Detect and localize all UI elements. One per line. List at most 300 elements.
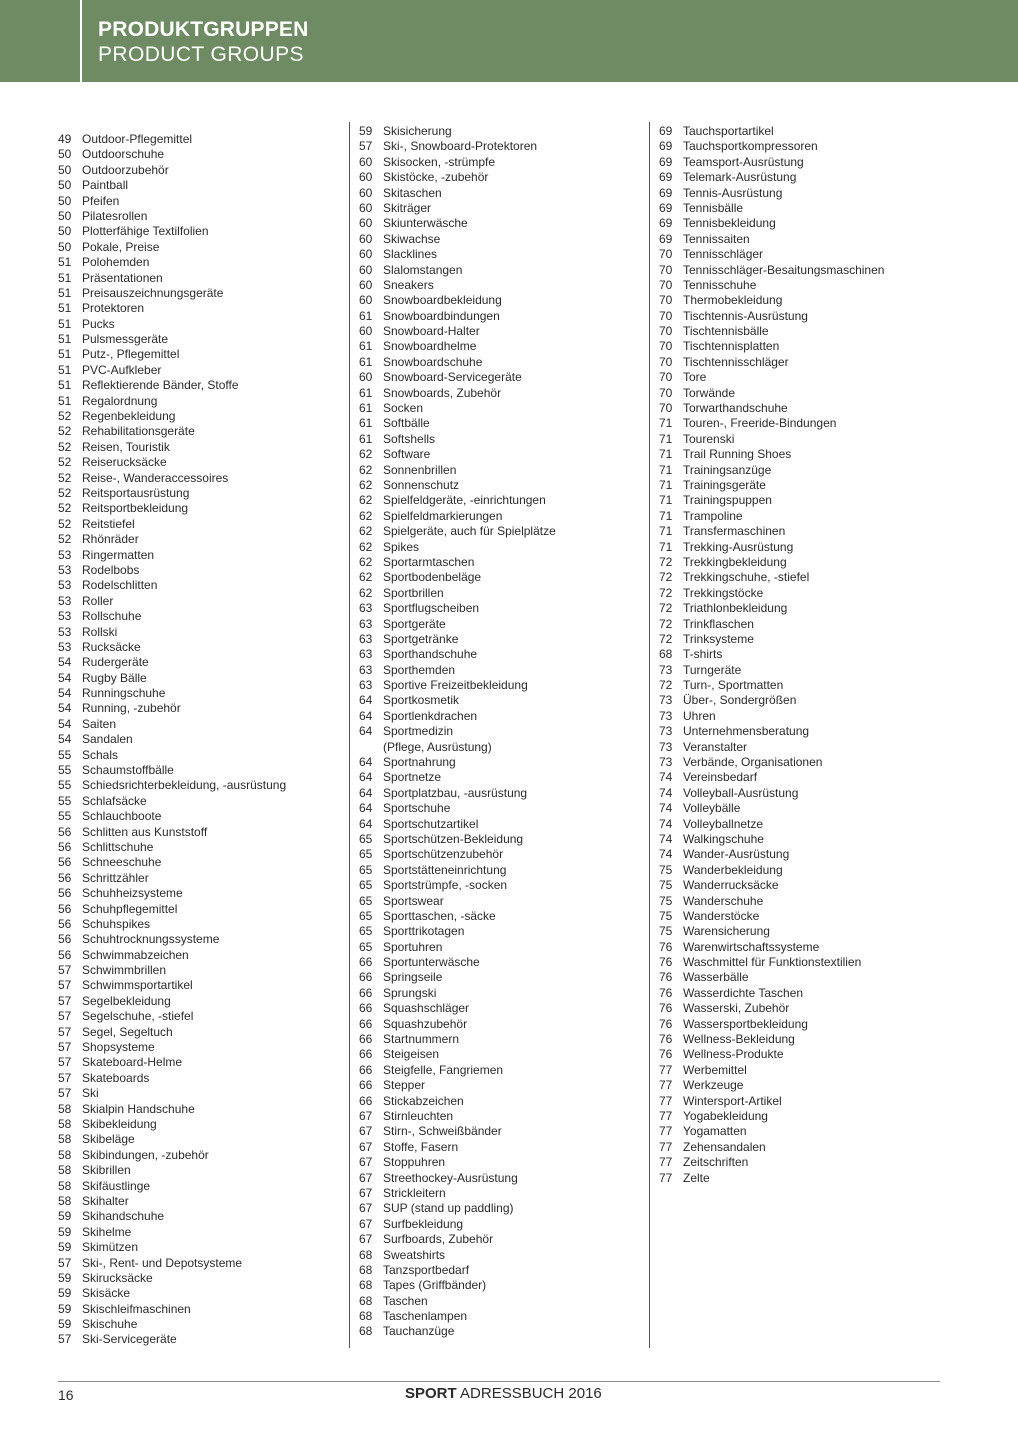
page-reference: 71	[659, 524, 673, 539]
page-reference: 62	[359, 462, 373, 477]
product-group-entry	[359, 1155, 556, 1170]
product-group-entry	[659, 786, 884, 801]
product-group-entry	[359, 339, 556, 354]
page-reference: 56	[58, 932, 72, 947]
page-reference: 51	[58, 316, 72, 331]
product-group-entry	[58, 578, 286, 593]
product-group-entry	[58, 178, 286, 193]
product-group-entry	[58, 209, 286, 224]
product-group-entry	[58, 1148, 286, 1163]
page-reference: 73	[659, 662, 673, 677]
page-reference: 70	[659, 339, 673, 354]
page-reference: 64	[359, 693, 373, 708]
product-group-entry	[659, 201, 884, 216]
product-group-name: Volleyball-Ausrüstung	[683, 785, 799, 800]
page-reference: 53	[58, 562, 72, 577]
product-group-name: Stirn-, Schweißbänder	[383, 1124, 502, 1139]
product-group-entry	[58, 424, 286, 439]
product-group-entry	[359, 139, 556, 154]
product-group-entry	[58, 763, 286, 778]
page-reference: 59	[58, 1209, 72, 1224]
page-reference: 69	[659, 231, 673, 246]
product-group-name: Skifäustlinge	[82, 1178, 151, 1193]
product-group-name: Sporttrikotagen	[383, 924, 465, 939]
page-reference: 77	[659, 1109, 673, 1123]
product-group-entry	[58, 1225, 286, 1240]
product-group-entry	[359, 1217, 556, 1232]
page-reference: 51	[58, 285, 72, 300]
product-group-entry	[359, 524, 556, 539]
product-group-entry	[359, 909, 556, 924]
page-reference: 52	[58, 470, 72, 485]
product-group-entry	[659, 709, 884, 724]
product-group-entry	[659, 463, 884, 478]
product-group-name: Outdoor-Pflegemittel	[82, 132, 193, 146]
product-group-entry	[359, 817, 556, 832]
product-group-name: Spielfeldmarkierungen	[383, 508, 503, 523]
page-reference: 52	[58, 409, 72, 424]
product-group-entry	[659, 847, 884, 862]
page-reference: 56	[58, 839, 72, 854]
product-group-entry	[58, 794, 286, 809]
product-group-name: Socken	[383, 401, 424, 416]
product-group-entry	[359, 493, 556, 508]
page-reference: 76	[659, 985, 673, 1000]
page-reference: 71	[659, 539, 673, 554]
product-group-entry	[58, 1302, 286, 1317]
product-group-name: Tauchsportkompressoren	[683, 139, 818, 154]
page-reference: 65	[359, 893, 373, 908]
product-group-entry	[359, 216, 556, 231]
product-group-name: Wellness-Produkte	[683, 1047, 784, 1062]
product-group-name: Segelschuhe, -stiefel	[82, 1009, 194, 1024]
product-group-entry	[659, 263, 884, 278]
product-group-entry	[659, 770, 884, 785]
product-group-entry	[58, 255, 286, 270]
product-group-entry	[58, 301, 286, 316]
page-reference: 61	[359, 416, 373, 431]
product-group-entry	[359, 1186, 556, 1201]
product-group-entry	[359, 170, 556, 185]
product-group-name: Tennisschläger	[683, 247, 764, 262]
product-group-name: Torwände	[683, 385, 736, 400]
product-group-name: Snowboardbindungen	[383, 308, 500, 323]
footer-title-text: ADRESSBUCH 2016	[456, 1385, 602, 1402]
product-group-entry	[58, 609, 286, 624]
product-group-name: Sportflugscheiben	[383, 601, 480, 616]
product-group-entry	[659, 370, 884, 385]
page-reference: 69	[659, 139, 673, 154]
product-group-name: Trekking-Ausrüstung	[683, 539, 794, 554]
product-group-name: Sportplatzbau, -ausrüstung	[383, 785, 528, 800]
product-group-name: Snowboardschuhe	[383, 354, 483, 369]
page-reference: 65	[359, 924, 373, 939]
product-group-entry	[659, 617, 884, 632]
product-group-entry	[359, 293, 556, 308]
product-group-entry	[359, 924, 556, 939]
product-group-name: Schneeschuhe	[82, 855, 162, 870]
page-reference: 56	[58, 824, 72, 839]
page-reference: 71	[659, 462, 673, 477]
page-reference: 58	[58, 1117, 72, 1131]
product-group-entry	[659, 278, 884, 293]
product-group-entry	[58, 717, 286, 732]
product-group-entry	[359, 1047, 556, 1062]
product-group-name: Reisen, Touristik	[82, 439, 170, 454]
page-reference: 72	[659, 601, 673, 616]
product-group-name: Tennisschläger-Besaitungsmaschinen	[683, 262, 885, 277]
page-reference: 70	[659, 370, 673, 385]
page-reference: 62	[359, 539, 373, 554]
product-group-name: Skateboards	[82, 1070, 150, 1085]
product-group-entry	[58, 748, 286, 763]
product-group-name: Skibeläge	[82, 1132, 135, 1147]
page-reference: 52	[58, 485, 72, 500]
product-group-name: Sportive Freizeitbekleidung	[383, 678, 528, 693]
product-group-name: Tapes (Griffbänder)	[383, 1278, 487, 1293]
product-group-entry	[659, 863, 884, 878]
product-group-entry	[659, 678, 884, 693]
product-group-name: Trainingsanzüge	[683, 462, 772, 477]
product-group-name: Surfboards, Zubehör	[383, 1232, 494, 1247]
product-group-entry	[359, 263, 556, 278]
product-group-entry	[359, 586, 556, 601]
page-reference: 53	[58, 624, 72, 639]
page-reference: 59	[359, 124, 373, 138]
product-group-entry	[359, 1063, 556, 1078]
page-reference: 56	[58, 886, 72, 901]
product-group-entry	[659, 1047, 884, 1062]
product-group-entry	[659, 447, 884, 462]
product-group-name: Skibekleidung	[82, 1117, 157, 1131]
page-reference: 55	[58, 793, 72, 808]
product-group-entry	[659, 432, 884, 447]
page-reference: 57	[58, 993, 72, 1008]
product-group-name: Skistöcke, -zubehör	[383, 170, 489, 185]
page-reference: 51	[58, 301, 72, 316]
product-group-entry	[58, 1209, 286, 1224]
product-group-entry	[58, 902, 286, 917]
product-group-entry	[659, 1078, 884, 1093]
product-group-entry	[58, 1117, 286, 1132]
product-group-entry	[659, 293, 884, 308]
product-group-name: Schwimmabzeichen	[82, 947, 189, 962]
product-group-name: Reiserucksäcke	[82, 455, 167, 470]
page-reference: 57	[58, 1086, 72, 1101]
product-group-entry	[58, 1179, 286, 1194]
page-reference: 73	[659, 693, 673, 708]
page-reference: 69	[659, 170, 673, 185]
product-group-entry	[58, 1009, 286, 1024]
product-group-entry	[659, 1155, 884, 1170]
column-divider	[649, 122, 650, 1348]
page-reference: 73	[659, 755, 673, 770]
page-reference: 65	[359, 831, 373, 846]
product-group-entry	[659, 1001, 884, 1016]
product-group-entry	[359, 478, 556, 493]
product-group-entry	[659, 647, 884, 662]
page-reference: 56	[58, 855, 72, 870]
product-group-name: Skisäcke	[82, 1286, 131, 1301]
page-reference: 69	[659, 216, 673, 231]
page-reference: 54	[58, 732, 72, 747]
product-group-entry	[659, 955, 884, 970]
product-column-2	[359, 124, 556, 1340]
product-group-name: Softshells	[383, 431, 436, 446]
product-group-name: Rodelbobs	[82, 562, 140, 577]
product-group-name: Schlauchboote	[82, 809, 162, 824]
product-group-name: Snowboard-Halter	[383, 324, 480, 339]
product-group-name: Skihalter	[82, 1193, 129, 1208]
product-group-entry	[359, 540, 556, 555]
product-group-name: Unternehmensberatung	[683, 724, 810, 739]
product-group-name: Yogamatten	[683, 1124, 747, 1139]
page-reference: 76	[659, 1047, 673, 1062]
page-reference: 70	[659, 385, 673, 400]
product-group-entry	[359, 509, 556, 524]
page-reference: 64	[359, 801, 373, 816]
page-reference: 57	[58, 1009, 72, 1024]
page-reference: 61	[359, 339, 373, 354]
product-group-name: Tennis-Ausrüstung	[683, 185, 783, 200]
product-group-name: (Pflege, Ausrüstung)	[383, 739, 492, 754]
product-group-entry	[359, 678, 556, 693]
page-reference: 60	[359, 262, 373, 277]
product-group-entry	[659, 540, 884, 555]
product-group-name: Wander-Ausrüstung	[683, 847, 790, 862]
page-reference: 70	[659, 308, 673, 323]
product-group-name: Sonnenschutz	[383, 477, 460, 492]
page-reference: 63	[359, 678, 373, 693]
product-group-name: Snowboardbekleidung	[383, 293, 502, 308]
page-reference: 51	[58, 270, 72, 285]
product-group-entry	[359, 847, 556, 862]
product-group-entry	[58, 963, 286, 978]
product-group-entry	[58, 1163, 286, 1178]
page-reference: 66	[359, 1001, 373, 1016]
product-group-entry	[58, 471, 286, 486]
product-group-name: Skibrillen	[82, 1163, 131, 1178]
product-group-entry	[58, 594, 286, 609]
product-group-name: Spielfeldgeräte, -einrichtungen	[383, 493, 546, 508]
product-group-entry	[58, 640, 286, 655]
page-reference: 67	[359, 1232, 373, 1247]
page-reference: 55	[58, 763, 72, 778]
product-group-entry	[359, 1124, 556, 1139]
page-reference: 50	[58, 162, 72, 177]
page-reference: 62	[359, 447, 373, 462]
product-group-name: Software	[383, 447, 431, 462]
product-group-name: Sportswear	[383, 893, 444, 908]
product-group-entry	[58, 948, 286, 963]
product-group-name: Trail Running Shoes	[683, 447, 792, 462]
product-group-entry	[58, 886, 286, 901]
product-group-name: Sportschuhe	[383, 801, 451, 816]
product-group-name: Rollski	[82, 624, 118, 639]
product-group-entry	[58, 394, 286, 409]
product-group-name: Tennisbälle	[683, 200, 744, 215]
page-reference: 64	[359, 755, 373, 770]
product-group-name: Schiedsrichterbekleidung, -ausrüstung	[82, 778, 287, 793]
page-reference: 70	[659, 354, 673, 369]
page-reference: 56	[58, 901, 72, 916]
product-group-entry	[359, 1278, 556, 1293]
product-group-entry	[659, 1032, 884, 1047]
product-group-name: Rhönräder	[82, 532, 139, 547]
product-group-name: Sportunterwäsche	[383, 955, 480, 970]
product-group-entry	[659, 247, 884, 262]
product-group-name: Taschenlampen	[383, 1309, 468, 1324]
product-group-entry	[58, 132, 286, 147]
product-group-name: Polohemden	[82, 255, 150, 270]
page-reference: 75	[659, 878, 673, 893]
page-reference: 75	[659, 862, 673, 877]
page-reference: 54	[58, 716, 72, 731]
product-group-entry	[58, 1256, 286, 1271]
product-group-name: Steigfelle, Fangriemen	[383, 1062, 504, 1077]
product-group-entry	[359, 770, 556, 785]
page-reference: 50	[58, 147, 72, 162]
page-reference: 50	[58, 178, 72, 193]
product-group-name: Trainingspuppen	[683, 493, 772, 508]
product-group-entry	[659, 324, 884, 339]
product-group-name: Softbälle	[383, 416, 430, 431]
product-group-name: Reise-, Wanderaccessoires	[82, 470, 229, 485]
page-reference: 53	[58, 609, 72, 624]
product-group-name: Sportschützenzubehör	[383, 847, 504, 862]
page-reference: 52	[58, 532, 72, 547]
product-group-name: Pokale, Preise	[82, 239, 160, 254]
product-group-entry	[659, 924, 884, 939]
page-reference: 52	[58, 501, 72, 516]
product-group-entry	[359, 693, 556, 708]
product-group-entry	[359, 724, 556, 739]
product-group-name: Ringermatten	[82, 547, 155, 562]
product-group-name: Stepper	[383, 1078, 426, 1093]
product-group-name: Snowboard-Servicegeräte	[383, 370, 522, 385]
page-reference: 57	[58, 1070, 72, 1085]
page-reference: 68	[359, 1247, 373, 1262]
product-group-entry	[359, 386, 556, 401]
product-group-name: Rodelschlitten	[82, 578, 158, 593]
product-group-entry	[359, 894, 556, 909]
product-group-name: Paintball	[82, 178, 129, 193]
page-reference: 68	[359, 1278, 373, 1293]
product-group-name: Sprungski	[383, 985, 437, 1000]
product-group-entry	[359, 1140, 556, 1155]
product-group-entry	[659, 1017, 884, 1032]
product-group-name: Pulsmessgeräte	[82, 332, 169, 347]
product-group-name: Sportbrillen	[383, 585, 444, 600]
product-group-name: Skiunterwäsche	[383, 216, 468, 231]
product-group-entry	[359, 1109, 556, 1124]
product-group-entry	[659, 755, 884, 770]
product-group-entry	[659, 524, 884, 539]
page-reference: 54	[58, 670, 72, 685]
product-group-name: Rehabilitationsgeräte	[82, 424, 195, 439]
product-group-name: Regenbekleidung	[82, 409, 176, 424]
page-reference: 52	[58, 439, 72, 454]
product-group-name: Werkzeuge	[683, 1078, 744, 1093]
product-group-name: Stoffe, Fasern	[383, 1139, 459, 1154]
page-reference: 70	[659, 324, 673, 339]
product-group-name: Pfeifen	[82, 193, 120, 208]
product-group-entry	[359, 832, 556, 847]
page-reference: 69	[659, 185, 673, 200]
product-group-name: Reitsportbekleidung	[82, 501, 189, 516]
product-group-entry	[659, 478, 884, 493]
product-group-name: Sportmedizin	[383, 724, 454, 739]
page-reference: 74	[659, 785, 673, 800]
product-group-name: Tennissaiten	[683, 231, 750, 246]
page-reference: 51	[58, 332, 72, 347]
product-group-name: Pucks	[82, 316, 115, 331]
product-group-entry	[659, 1109, 884, 1124]
page-reference: 72	[659, 570, 673, 585]
product-group-name: Reitstiefel	[82, 516, 135, 531]
product-group-name: Schuhspikes	[82, 916, 151, 931]
page-reference: 68	[359, 1262, 373, 1277]
page-reference: 54	[58, 655, 72, 670]
page-reference	[359, 740, 383, 755]
page-reference: 77	[659, 1139, 673, 1154]
page-reference: 57	[58, 978, 72, 993]
product-group-entry	[359, 570, 556, 585]
product-group-name: Zehensandalen	[683, 1139, 766, 1154]
page-reference: 56	[58, 870, 72, 885]
product-group-entry	[359, 447, 556, 462]
product-group-entry	[58, 501, 286, 516]
product-group-entry	[58, 1317, 286, 1332]
product-group-name: T-shirts	[683, 647, 723, 662]
product-group-entry	[58, 855, 286, 870]
page-reference: 54	[58, 686, 72, 701]
product-group-name: Waschmittel für Funktionstextilien	[683, 955, 862, 970]
page-reference: 67	[359, 1216, 373, 1231]
product-group-entry	[58, 825, 286, 840]
product-group-name: Walkingschuhe	[683, 831, 764, 846]
page-reference: 68	[659, 647, 673, 662]
page-reference: 67	[359, 1109, 373, 1123]
product-group-entry	[359, 416, 556, 431]
page-reference: 62	[359, 570, 373, 585]
product-group-entry	[659, 586, 884, 601]
page-reference: 72	[659, 678, 673, 693]
page-reference: 60	[359, 370, 373, 385]
product-group-entry	[659, 155, 884, 170]
product-group-name: Schaumstoffbälle	[82, 763, 174, 778]
product-group-entry	[359, 709, 556, 724]
page-reference: 52	[58, 424, 72, 439]
page-reference: 51	[58, 255, 72, 270]
product-group-name: Rollschuhe	[82, 609, 142, 624]
product-group-entry	[659, 693, 884, 708]
product-group-entry	[659, 940, 884, 955]
product-group-name: Sportschutzartikel	[383, 816, 479, 831]
product-group-entry	[58, 563, 286, 578]
product-group-entry	[58, 655, 286, 670]
product-group-entry	[359, 309, 556, 324]
product-group-entry	[659, 801, 884, 816]
product-group-name: Rudergeräte	[82, 655, 149, 670]
product-group-name: Stickabzeichen	[383, 1093, 464, 1108]
product-group-name: Ski-, Rent- und Depotsysteme	[82, 1255, 243, 1270]
product-group-name: Schwimmbrillen	[82, 963, 167, 978]
product-group-name: Schals	[82, 747, 119, 762]
product-group-name: Telemark-Ausrüstung	[683, 170, 797, 185]
page-reference: 58	[58, 1132, 72, 1147]
product-group-name: Tennisbekleidung	[683, 216, 776, 231]
